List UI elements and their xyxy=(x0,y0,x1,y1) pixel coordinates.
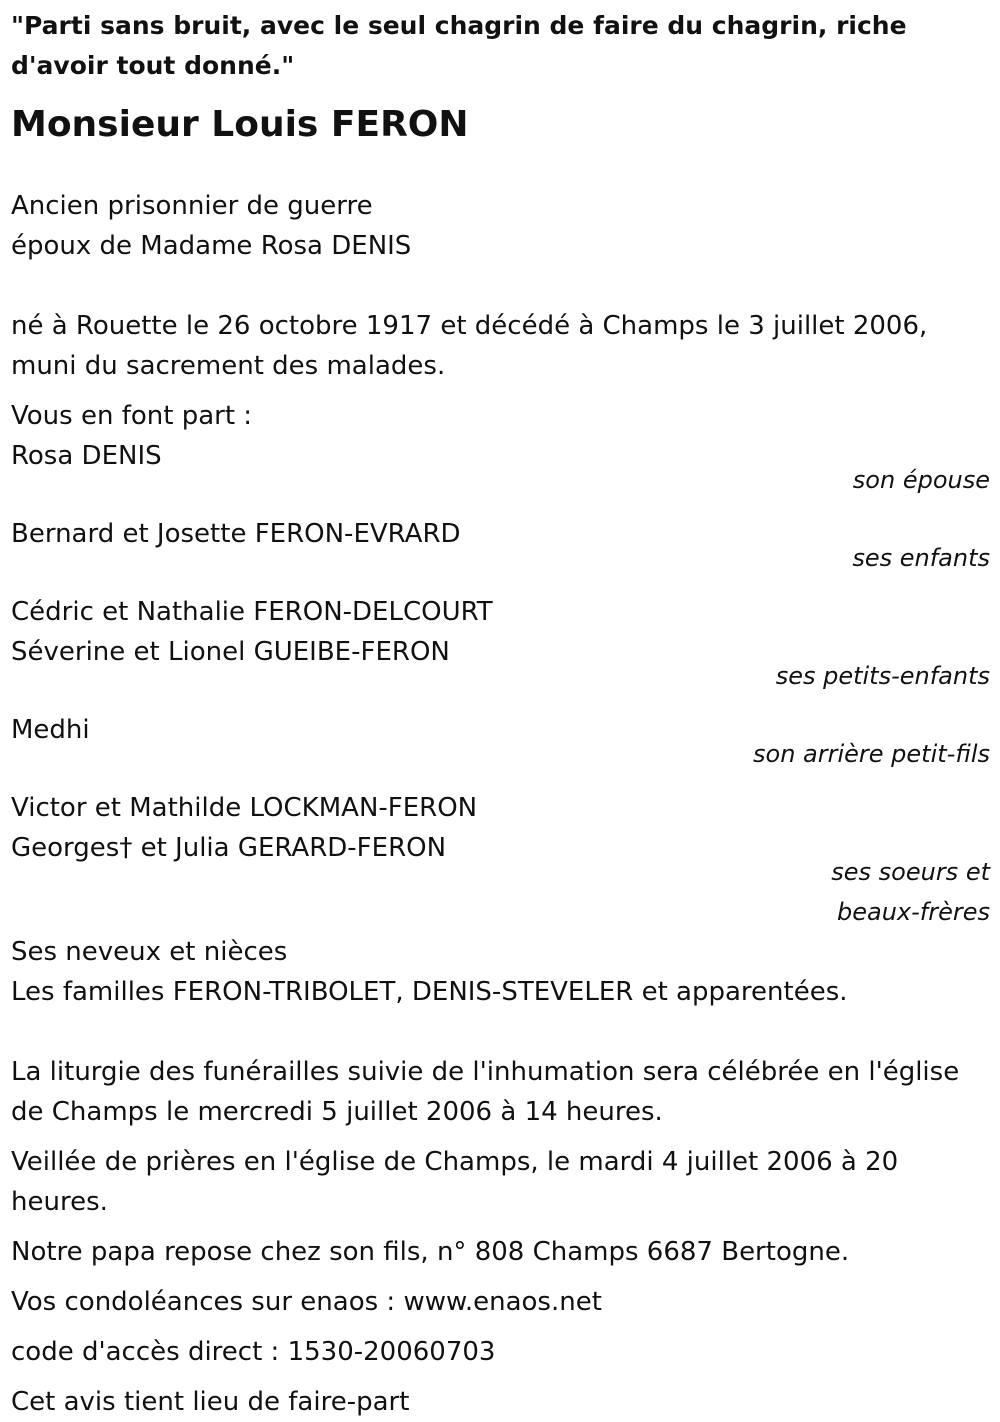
family-member: Victor et Mathilde LOCKMAN-FERON xyxy=(11,793,478,823)
family-role: ses enfants xyxy=(852,544,990,572)
family-entry xyxy=(11,436,990,500)
announce-label: Vous en font part : xyxy=(11,401,253,431)
family-role: son épouse xyxy=(852,466,990,494)
intro-line: époux de Madame Rosa DENIS xyxy=(11,231,412,261)
family-member: Bernard et Josette FERON-EVRARD xyxy=(11,519,461,549)
family-member: Rosa DENIS xyxy=(11,441,162,471)
family-list xyxy=(11,396,990,1012)
family-member: Cédric et Nathalie FERON-DELCOURT xyxy=(11,597,493,627)
condolences-text: Vos condoléances sur enaos : www.enaos.net xyxy=(11,1287,602,1317)
birth-death-text: né à Rouette le 26 octobre 1917 et décédé à Champs le 3 juillet 2006, muni du sacrement des malades. xyxy=(11,311,928,381)
access-code-text: code d'accès direct : 1530-20060703 xyxy=(11,1337,496,1367)
rest-text: Notre papa repose chez son fils, n° 808 Champs 6687 Bertogne. xyxy=(11,1237,850,1267)
family-entry xyxy=(11,592,990,696)
others-line: Ses neveux et nièces xyxy=(11,937,288,967)
family-entry xyxy=(11,710,990,774)
intro-block xyxy=(11,186,990,266)
funeral-text: La liturgie des funérailles suivie de l'inhumation sera célébrée en l'église de Champs le mercredi 5 juillet 2006 à 14 heures. xyxy=(11,1057,960,1127)
notice-text: Cet avis tient lieu de faire-part xyxy=(11,1387,410,1417)
deceased-name: Monsieur Louis FERON xyxy=(11,104,469,145)
family-member: Séverine et Lionel GUEIBE-FERON xyxy=(11,637,450,667)
family-entry xyxy=(11,514,990,578)
family-role: ses soeurs et xyxy=(831,858,990,886)
intro-line: Ancien prisonnier de guerre xyxy=(11,191,373,221)
family-role: son arrière petit-fils xyxy=(753,740,990,768)
family-member: Medhi xyxy=(11,715,90,745)
family-member: Georges† et Julia GERARD-FERON xyxy=(11,833,447,863)
vigil-text: Veillée de prières en l'église de Champs, le mardi 4 juillet 2006 à 20 heures. xyxy=(11,1147,899,1217)
others-line: Les familles FERON-TRIBOLET, DENIS-STEVELER et apparentées. xyxy=(11,977,848,1007)
family-entry xyxy=(11,788,990,932)
family-role: ses petits-enfants xyxy=(775,662,990,690)
epitaph-quote: "Parti sans bruit, avec le seul chagrin de faire du chagrin, riche d'avoir tout donné." xyxy=(11,11,907,80)
family-role: beaux-frères xyxy=(837,898,990,926)
